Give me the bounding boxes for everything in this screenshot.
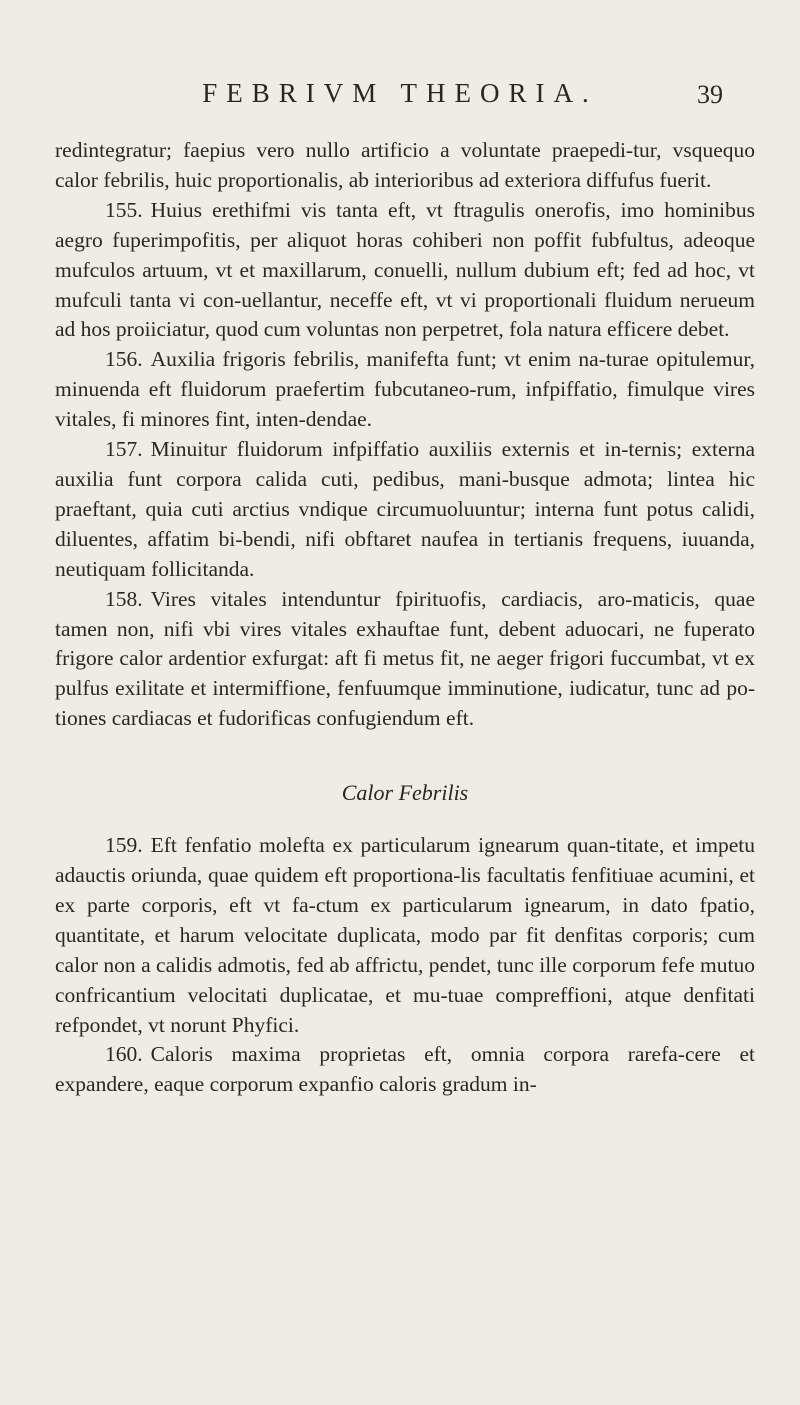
paragraph-155 xyxy=(55,196,755,346)
paragraph-number: 157. xyxy=(105,437,143,462)
paragraph-text: Huius erethifmi vis tanta eft, vt ftragulis onerofis, imo hominibus aegro fuperimpofitis, per aliquot horas cohiberi non poffit fubfultus, adeoque mufculos artuum, vt et maxillarum, conuelli, nullum dubium eft; fed ad hoc, vt mufculi tanta vi con-uellantur, neceffe eft, vt vi proportionali fluidum nerueum ad hos proiiciatur, quod cum voluntas non perpetret, fola natura efficere debet. xyxy=(55,197,755,342)
paragraph-160 xyxy=(55,1040,755,1100)
paragraph-number: 156. xyxy=(105,347,143,372)
paragraph-text: Auxilia frigoris febrilis, manifefta funt; vt enim na-turae opitulemur, minuenda eft fluidorum praefertim fubcutaneo-rum, infpiffatio, fimulque vires vitales, fi minores fint, inten-dendae. xyxy=(55,347,755,432)
paragraph-text: Eft fenfatio molefta ex particularum ignearum quan-titate, et impetu adauctis oriunda, quae quidem eft proportiona-lis facultatis fenfitiuae acumini, et ex parte corporis, eft vt fa-ctum ex particularum ignearum, in dato fpatio, quantitate, et harum velocitate duplicata, modo par fit denfitas corporis; cum calor non a calidis admotis, fed ab affrictu, pendet, tunc ille corporum fefe mutuo confricantium velocitati duplicatae, et mu-tuae compreffioni, atque denfitati refpondet, vt norunt Phyfici. xyxy=(55,833,755,1037)
page-number: 39 xyxy=(697,80,723,109)
paragraph-158 xyxy=(55,585,755,735)
paragraph-number: 159. xyxy=(105,833,143,858)
running-head: FEBRIVM THEORIA. xyxy=(202,78,598,108)
paragraph-text: Caloris maxima proprietas eft, omnia corpora rarefa-cere et expandere, eaque corporum expanfio caloris gradum in- xyxy=(55,1042,755,1097)
paragraph-text: Vires vitales intenduntur fpirituofis, cardiacis, aro-maticis, quae tamen non, nifi vbi vires vitales exhauftae funt, debent aduocari, ne fuperato frigore calor ardentior exfurgat: aft fi metus fit, ne aeger frigori fuccumbat, vt ex pulfus exilitate et intermiffione, fenfuumque imminutione, iudicatur, tunc ad po-tiones cardiacas et fudorificas confugiendum eft. xyxy=(55,586,755,731)
paragraph-159 xyxy=(55,831,755,1040)
paragraph-156 xyxy=(55,345,755,435)
body-text xyxy=(55,136,755,1100)
paragraph-number: 160. xyxy=(105,1042,143,1067)
paragraph-text: Minuitur fluidorum infpiffatio auxiliis externis et in-ternis; externa auxilia funt corpora calida cuti, pedibus, mani-busque admota; lintea hic praeftant, quia cuti arctius vndique circumuoluuntur; interna funt potus calidi, diluentes, affatim bi-bendi, nifi obftaret naufea in tertianis frequens, iuuanda, neutiquam follicitanda. xyxy=(55,437,755,581)
paragraph-text: redintegratur; faepius vero nullo artificio a voluntate praepedi-tur, vsquequo calor febrilis, huic proportionalis, ab interioribus ad exteriora diffufus fuerit. xyxy=(55,138,755,192)
section-heading: Calor Febrilis xyxy=(341,780,469,806)
paragraph-continuation xyxy=(55,136,755,196)
paragraph-157 xyxy=(55,435,755,585)
paragraph-number: 158. xyxy=(105,586,143,611)
paragraph-number: 155. xyxy=(105,197,143,222)
